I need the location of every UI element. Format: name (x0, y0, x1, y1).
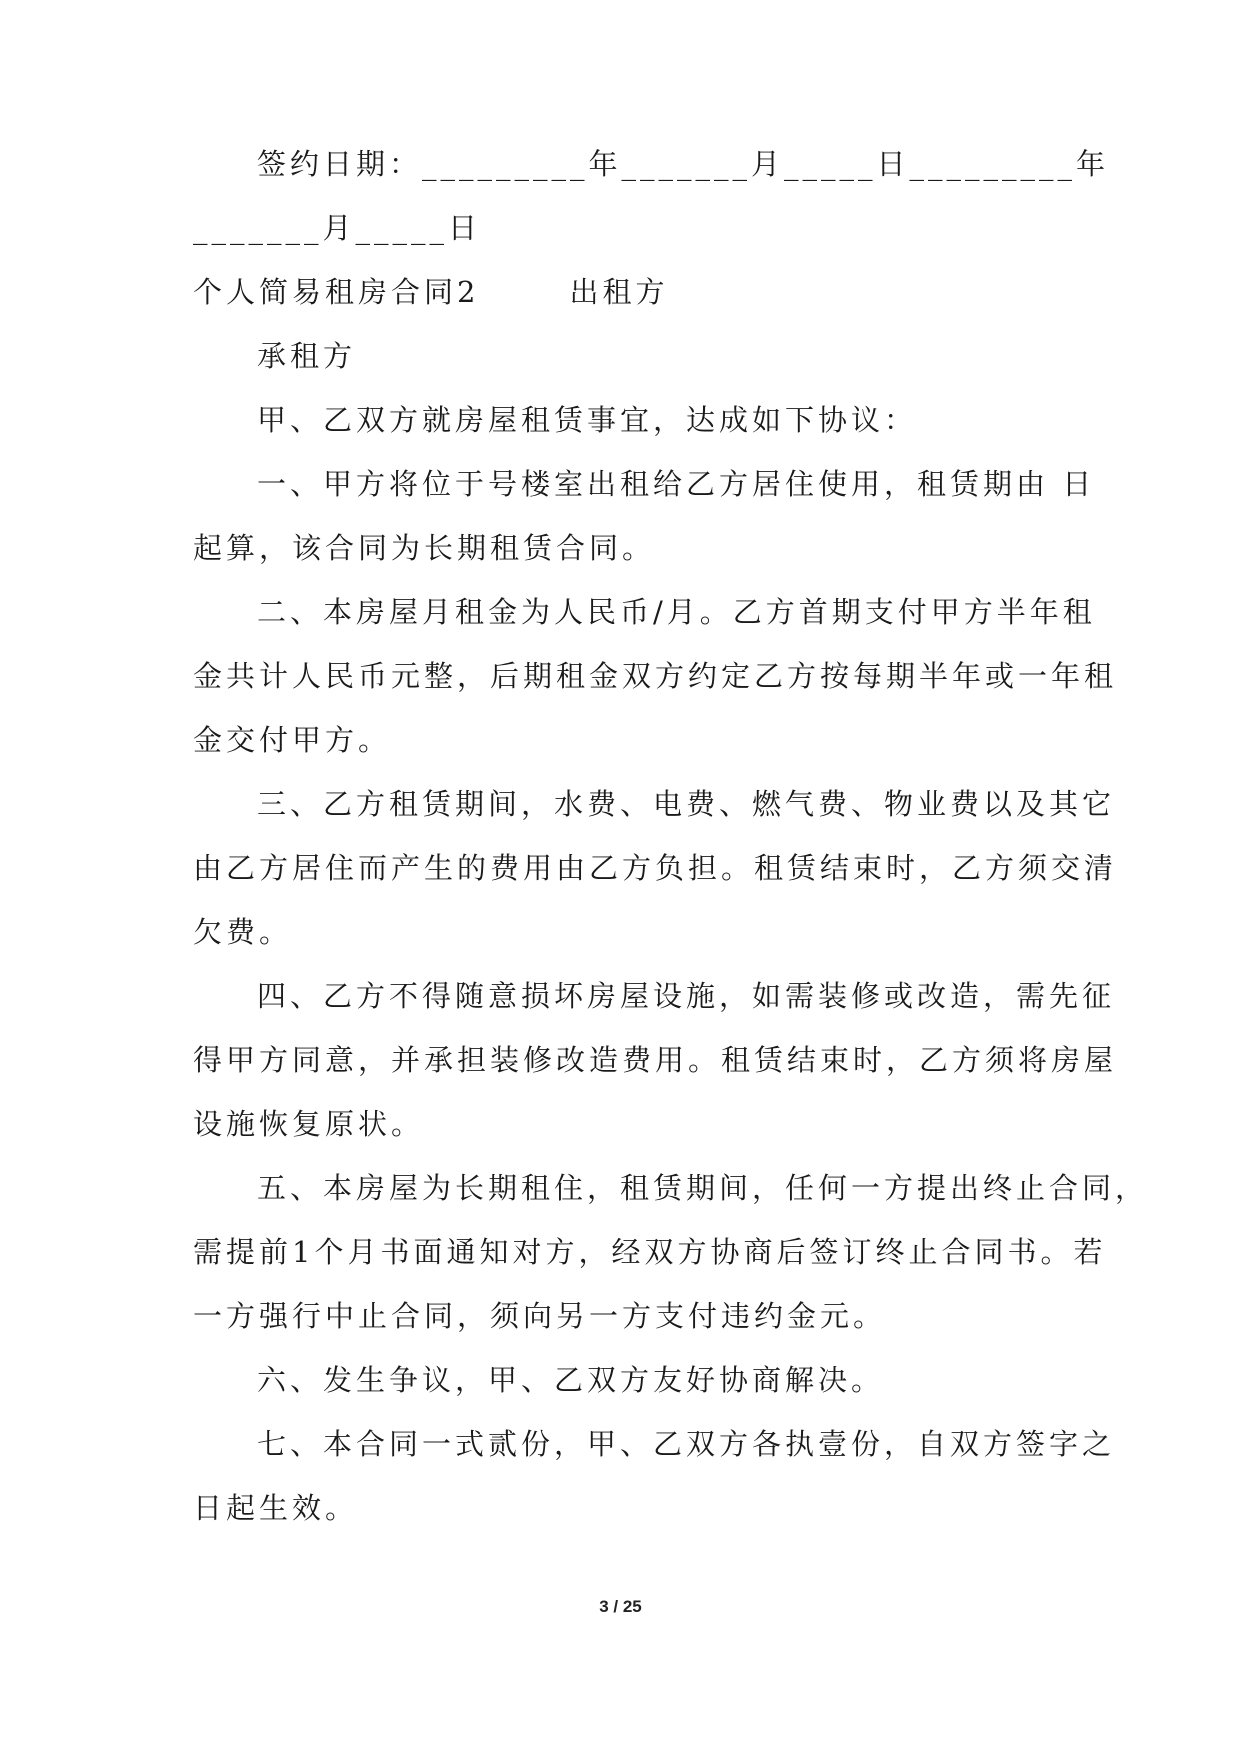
sign-date-line-continued: _______月_____日 (193, 211, 482, 245)
clause-3-line: 三、乙方租赁期间，水费、电费、燃气费、物业费以及其它 (257, 787, 1116, 821)
clause-1-line: 起算，该合同为长期租赁合同。 (193, 531, 656, 565)
clause-7-line: 七、本合同一式贰份，甲、乙双方各执壹份，自双方签字之 (257, 1427, 1116, 1461)
clause-2-line: 二、本房屋月租金为人民币/月。乙方首期支付甲方半年租 (257, 595, 1096, 629)
clause-5-line: 五、本房屋为长期租住，租赁期间，任何一方提出终止合同， (257, 1171, 1149, 1205)
clause-4-line: 设施恢复原状。 (193, 1107, 425, 1141)
clause-2-line: 金交付甲方。 (193, 723, 392, 757)
clause-7-line: 日起生效。 (193, 1491, 359, 1525)
clause-4-line: 四、乙方不得随意损坏房屋设施，如需装修或改造，需先征 (257, 979, 1116, 1013)
intro-paragraph: 甲、乙双方就房屋租赁事宜，达成如下协议： (257, 403, 918, 437)
sign-date-line: 签约日期：_________年_______月_____日_________年 (257, 147, 1110, 181)
lessor-label: 出租方 (569, 275, 669, 309)
clause-2-line: 金共计人民币元整，后期租金双方约定乙方按每期半年或一年租 (193, 659, 1118, 693)
contract-heading (193, 260, 1053, 324)
lessee-label: 承租方 (257, 339, 357, 373)
page-number: 3 / 25 (599, 1597, 642, 1616)
clause-3-line: 欠费。 (193, 915, 293, 949)
clause-5-line: 需提前1个月书面通知对方，经双方协商后签订终止合同书。若 (193, 1235, 1107, 1269)
clause-3-line: 由乙方居住而产生的费用由乙方负担。租赁结束时，乙方须交清 (193, 851, 1118, 885)
clause-5-line: 一方强行中止合同，须向另一方支付违约金元。 (193, 1299, 887, 1333)
clause-4-line: 得甲方同意，并承担装修改造费用。租赁结束时，乙方须将房屋 (193, 1043, 1118, 1077)
contract-title: 个人简易租房合同2 (193, 275, 480, 309)
clause-1-line: 一、甲方将位于号楼室出租给乙方居住使用，租赁期由 日 (257, 467, 1096, 501)
document-body (193, 132, 1149, 1540)
clause-6-line: 六、发生争议，甲、乙双方友好协商解决。 (257, 1363, 885, 1397)
